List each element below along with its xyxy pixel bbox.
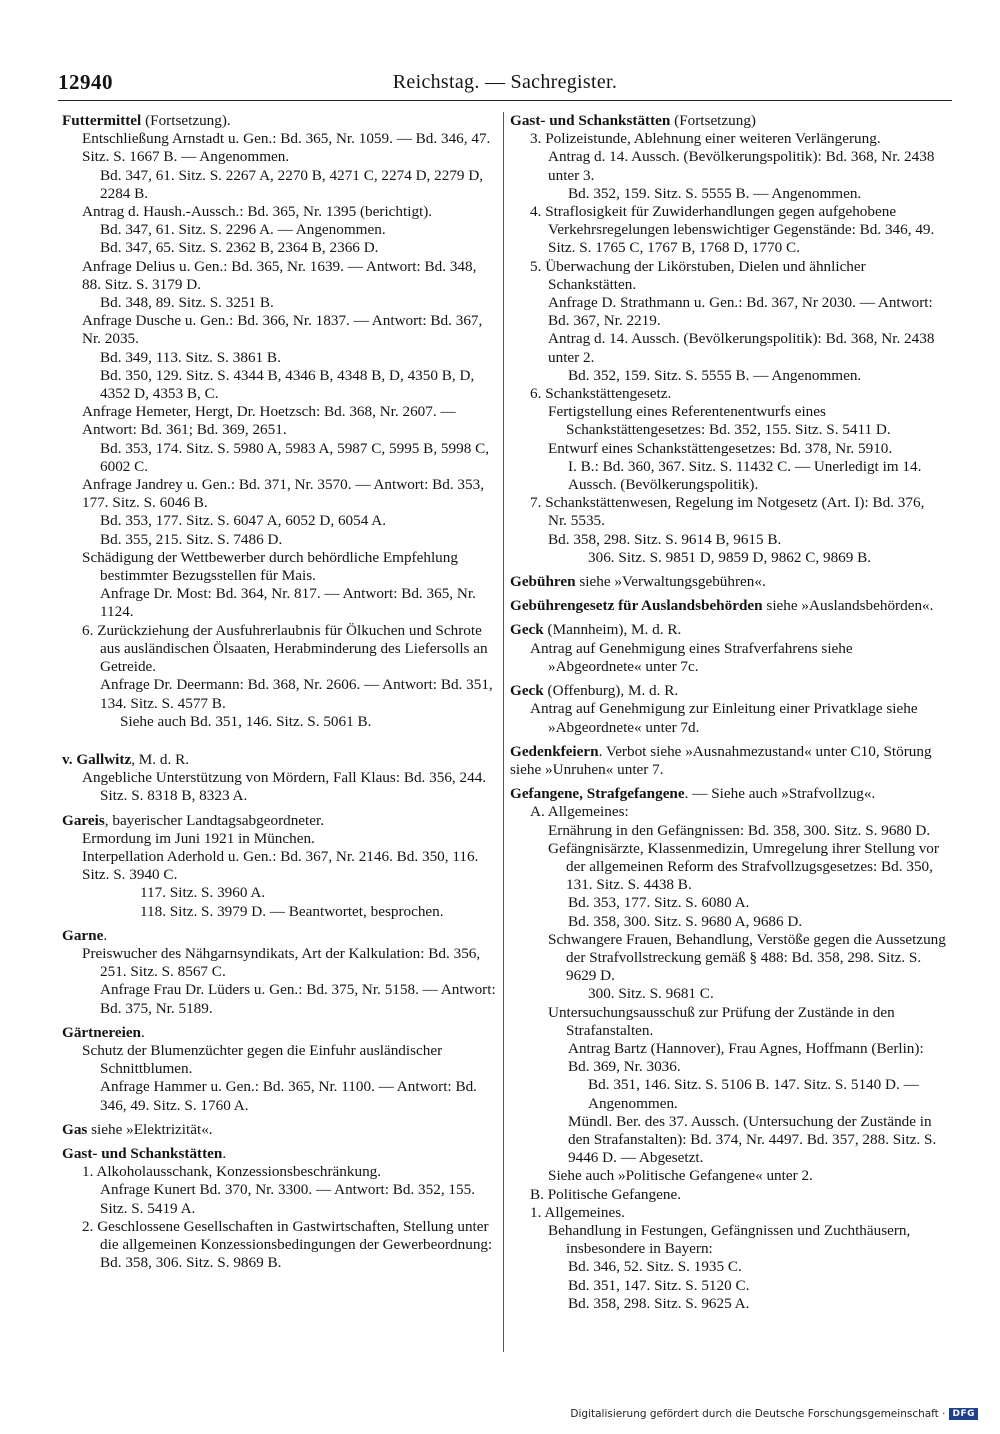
page-number: 12940 bbox=[58, 70, 113, 94]
entry-line: 4. Straflosigkeit für Zuwiderhandlungen gegen aufgehobene Verkehrsregelungen lebenswichtiger Gegenstände: Bd. 346, 49. Sitz. S. 1765 C, 1767 B, 1768 D, 1770 C. bbox=[530, 203, 935, 257]
entry-line: 3. Polizeistunde, Ablehnung einer weiteren Verlängerung. bbox=[530, 130, 881, 148]
index-entry bbox=[510, 597, 946, 615]
page-header bbox=[58, 66, 952, 101]
entry-line: Anfrage Hammer u. Gen.: Bd. 365, Nr. 1100. — Antwort: Bd. 346, 49. Sitz. S. 1760 A. bbox=[100, 1078, 477, 1114]
entry-heading-rest: siehe »Auslandsbehörden«. bbox=[762, 597, 934, 615]
entry-line: 7. Schankstättenwesen, Regelung im Notgesetz (Art. I): Bd. 376, Nr. 5535. bbox=[530, 494, 925, 530]
left-column bbox=[62, 112, 496, 1278]
entry-line: 6. Zurückziehung der Ausfuhrerlaubnis für Ölkuchen und Schrote aus ausländischen Ölsaaten, Herabminderung des Liefersolls an Getreide. bbox=[82, 621, 488, 676]
entry-keyword: Gärtnereien bbox=[62, 1023, 142, 1041]
entry-keyword: Gebührengesetz für Auslandsbehörden bbox=[510, 597, 763, 615]
index-entry bbox=[62, 1145, 496, 1272]
entry-line: Antrag d. Haush.-Aussch.: Bd. 365, Nr. 1395 (berichtigt). bbox=[82, 203, 433, 221]
entry-line: Anfrage Delius u. Gen.: Bd. 365, Nr. 1639. — Antwort: Bd. 348, 88. Sitz. S. 3179 D. bbox=[82, 257, 477, 293]
entry-keyword: Geck bbox=[510, 682, 544, 700]
entry-heading-rest: . — Siehe auch »Strafvollzug«. bbox=[684, 785, 876, 803]
entry-line: Bd. 353, 177. Sitz. S. 6047 A, 6052 D, 6054 A. bbox=[100, 512, 387, 530]
entry-heading-rest: . Verbot siehe »Ausnahmezustand« unter C10, Störung siehe »Unruhen« unter 7. bbox=[510, 742, 932, 778]
entry-line: Bd. 358, 298. Sitz. S. 9614 B, 9615 B. bbox=[548, 530, 782, 548]
entry-line: Anfrage Hemeter, Hergt, Dr. Hoetzsch: Bd. 368, Nr. 2607. — Antwort: Bd. 361; Bd. 369, 2651. bbox=[82, 403, 456, 439]
entry-heading-rest: siehe »Elektrizität«. bbox=[87, 1120, 213, 1138]
entry-heading-line bbox=[510, 597, 946, 615]
entry-line: Anfrage Jandrey u. Gen.: Bd. 371, Nr. 3570. — Antwort: Bd. 353, 177. Sitz. S. 6046 B. bbox=[82, 476, 485, 512]
entry-heading-line bbox=[510, 573, 946, 591]
entry-heading-rest: , M. d. R. bbox=[131, 750, 189, 768]
entry-line: Anfrage Dr. Deermann: Bd. 368, Nr. 2606. — Antwort: Bd. 351, 134. Sitz. S. 4577 B. bbox=[100, 676, 493, 712]
entry-keyword: Gas bbox=[62, 1120, 88, 1138]
entry-line: Bd. 358, 300. Sitz. S. 9680 A, 9686 D. bbox=[568, 912, 803, 930]
index-entry bbox=[62, 1024, 496, 1115]
entry-keyword: Garne bbox=[62, 926, 104, 944]
entry-line: I. B.: Bd. 360, 367. Sitz. S. 11432 C. — Unerledigt im 14. Aussch. (Bevölkerungspolitik). bbox=[568, 457, 922, 494]
entry-gap bbox=[62, 737, 496, 751]
entry-line: Bd. 351, 147. Sitz. S. 5120 C. bbox=[568, 1276, 750, 1294]
entry-line: Bd. 358, 298. Sitz. S. 9625 A. bbox=[568, 1294, 750, 1312]
column-divider bbox=[503, 112, 504, 1352]
entry-keyword: Gareis bbox=[62, 811, 105, 829]
entry-keyword: Gebühren bbox=[510, 573, 576, 591]
entry-line: Schwangere Frauen, Behandlung, Verstöße gegen die Aussetzung der Strafvollstreckung gemäß § 488: Bd. 358, 298. Sitz. S. 9629 D. bbox=[548, 930, 946, 985]
entry-heading-rest: . bbox=[103, 926, 108, 944]
entry-line: Ernährung in den Gefängnissen: Bd. 358, 300. Sitz. S. 9680 D. bbox=[548, 821, 931, 839]
entry-keyword: Gast- und Schankstätten bbox=[62, 1144, 223, 1162]
index-entry bbox=[62, 1121, 496, 1139]
entry-line: Entschließung Arnstadt u. Gen.: Bd. 365, Nr. 1059. — Bd. 346, 47. Sitz. S. 1667 B. — Angenommen. bbox=[82, 130, 491, 166]
index-entry bbox=[510, 112, 946, 567]
entry-line: Ermordung im Juni 1921 in München. bbox=[82, 829, 315, 847]
entry-keyword: Gedenkfeiern bbox=[510, 742, 599, 760]
entry-line: 6. Schankstättengesetz. bbox=[530, 385, 672, 403]
index-entry bbox=[510, 743, 946, 779]
entry-line: Bd. 352, 159. Sitz. S. 5555 B. — Angenommen. bbox=[568, 366, 862, 384]
entry-line: Antrag auf Genehmigung zur Einleitung einer Privatklage siehe »Abgeordnete« unter 7d. bbox=[530, 700, 918, 736]
footer bbox=[570, 1408, 978, 1420]
entry-line: Fertigstellung eines Referentenentwurfs eines Schankstättengesetzes: Bd. 352, 155. Sitz. S. 5411 D. bbox=[548, 403, 891, 439]
entry-heading-rest: (Mannheim), M. d. R. bbox=[543, 621, 682, 639]
entry-line: Anfrage Frau Dr. Lüders u. Gen.: Bd. 375, Nr. 5158. — Antwort: Bd. 375, Nr. 5189. bbox=[100, 981, 496, 1017]
entry-heading-rest: siehe »Verwaltungsgebühren«. bbox=[575, 573, 766, 591]
entry-line: Bd. 348, 89. Sitz. S. 3251 B. bbox=[100, 294, 274, 312]
entry-line: Antrag d. 14. Aussch. (Bevölkerungspolitik): Bd. 368, Nr. 2438 unter 2. bbox=[548, 330, 935, 366]
entry-line: 1. Alkoholausschank, Konzessionsbeschränkung. bbox=[82, 1163, 382, 1181]
entry-keyword: v. Gallwitz bbox=[62, 750, 132, 768]
entry-line: Schädigung der Wettbewerber durch behördliche Empfehlung bestimmter Bezugsstellen für Mais. bbox=[82, 548, 458, 585]
entry-line: A. Allgemeines: bbox=[530, 803, 629, 821]
entry-line: Bd. 346, 52. Sitz. S. 1935 C. bbox=[568, 1258, 742, 1276]
entry-heading-line bbox=[62, 1145, 496, 1163]
entry-line: 306. Sitz. S. 9851 D, 9859 D, 9862 C, 9869 B. bbox=[588, 548, 872, 566]
entry-line: Siehe auch Bd. 351, 146. Sitz. S. 5061 B. bbox=[120, 712, 372, 730]
index-entry bbox=[62, 812, 496, 921]
entry-heading-rest: . bbox=[141, 1023, 145, 1041]
entry-line: Interpellation Aderhold u. Gen.: Bd. 367, Nr. 2146. Bd. 350, 116. Sitz. S. 3940 C. bbox=[82, 847, 479, 884]
entry-line: Bd. 347, 61. Sitz. S. 2267 A, 2270 B, 4271 C, 2274 D, 2279 D, 2284 B. bbox=[100, 166, 484, 202]
entry-heading-line bbox=[62, 1024, 496, 1042]
index-entry bbox=[510, 621, 946, 676]
entry-keyword: Futtermittel bbox=[62, 112, 142, 129]
entry-heading-line bbox=[62, 751, 496, 769]
entry-line: Antrag auf Genehmigung eines Strafverfahrens siehe »Abgeordnete« unter 7c. bbox=[530, 639, 853, 675]
entry-heading-line bbox=[510, 112, 946, 130]
right-column bbox=[510, 112, 946, 1319]
entry-line: Bd. 351, 146. Sitz. S. 5106 B. 147. Sitz. S. 5140 D. — Angenommen. bbox=[588, 1076, 919, 1112]
entry-line: Gefängnisärzte, Klassenmedizin, Umregelung ihrer Stellung vor der allgemeinen Reform des Strafvollzugsgesetzes: Bd. 350, 131. Sitz. S. 4438 B. bbox=[548, 839, 939, 894]
page-title: Reichstag. — Sachregister. bbox=[392, 71, 618, 93]
entry-keyword: Gefangene, Strafgefangene bbox=[510, 785, 685, 803]
entry-line: 117. Sitz. S. 3960 A. bbox=[140, 884, 266, 902]
entry-heading-line bbox=[62, 112, 496, 130]
entry-line: Anfrage Dr. Most: Bd. 364, Nr. 817. — Antwort: Bd. 365, Nr. 1124. bbox=[100, 585, 476, 621]
entry-heading-rest: , bayerischer Landtagsabgeordneter. bbox=[104, 811, 325, 829]
entry-line: Mündl. Ber. des 37. Aussch. (Untersuchung der Zustände in den Strafanstalten): Bd. 374, Nr. 4497. Bd. 357, 288. Sitz. S. 9446 D. — Abgesetzt. bbox=[568, 1112, 937, 1167]
footer-credit: Digitalisierung gefördert durch die Deutsche Forschungsgemeinschaft · bbox=[570, 1408, 946, 1420]
entry-line: Bd. 352, 159. Sitz. S. 5555 B. — Angenommen. bbox=[568, 184, 862, 202]
index-entry bbox=[510, 785, 946, 1313]
entry-line: Entwurf eines Schankstättengesetzes: Bd. 378, Nr. 5910. bbox=[548, 439, 893, 457]
entry-line: Preiswucher des Nähgarnsyndikats, Art der Kalkulation: Bd. 356, 251. Sitz. S. 8567 C. bbox=[82, 944, 481, 981]
entry-line: Anfrage D. Strathmann u. Gen.: Bd. 367, Nr 2030. — Antwort: Bd. 367, Nr. 2219. bbox=[548, 294, 933, 330]
index-entry bbox=[62, 927, 496, 1018]
index-entry bbox=[510, 573, 946, 591]
entry-heading-line bbox=[510, 785, 946, 803]
entry-line: Bd. 347, 65. Sitz. S. 2362 B, 2364 B, 2366 D. bbox=[100, 239, 379, 257]
entry-line: Bd. 349, 113. Sitz. S. 3861 B. bbox=[100, 348, 281, 366]
index-entry bbox=[62, 751, 496, 806]
entry-line: Bd. 350, 129. Sitz. S. 4344 B, 4346 B, 4348 B, D, 4350 B, D, 4352 D, 4353 B, C. bbox=[100, 366, 475, 403]
entry-line: Bd. 347, 61. Sitz. S. 2296 A. — Angenommen. bbox=[100, 221, 386, 239]
entry-line: Behandlung in Festungen, Gefängnissen und Zuchthäusern, insbesondere in Bayern: bbox=[548, 1221, 911, 1258]
entry-line: Angebliche Unterstützung von Mördern, Fall Klaus: Bd. 356, 244. Sitz. S. 8318 B, 8323 A. bbox=[82, 769, 487, 805]
entry-line: 300. Sitz. S. 9681 C. bbox=[588, 985, 714, 1003]
entry-heading-rest: (Fortsetzung) bbox=[670, 112, 756, 129]
entry-line: Antrag d. 14. Aussch. (Bevölkerungspolitik): Bd. 368, Nr. 2438 unter 3. bbox=[548, 148, 935, 184]
entry-heading-rest: (Fortsetzung). bbox=[141, 112, 231, 129]
index-entry bbox=[510, 682, 946, 737]
entry-heading-line bbox=[62, 1121, 496, 1139]
entry-line: Siehe auch »Politische Gefangene« unter 2. bbox=[548, 1167, 813, 1185]
index-entry bbox=[62, 112, 496, 731]
entry-line: Untersuchungsausschuß zur Prüfung der Zustände in den Strafanstalten. bbox=[548, 1003, 895, 1039]
entry-line: Antrag Bartz (Hannover), Frau Agnes, Hoffmann (Berlin): Bd. 369, Nr. 3036. bbox=[568, 1039, 924, 1076]
entry-line: Anfrage Kunert Bd. 370, Nr. 3300. — Antwort: Bd. 352, 155. Sitz. S. 5419 A. bbox=[100, 1181, 476, 1217]
entry-keyword: Gast- und Schankstätten bbox=[510, 112, 671, 129]
entry-heading-line bbox=[62, 812, 496, 830]
entry-heading-line bbox=[510, 621, 946, 639]
entry-heading-rest: (Offenburg), M. d. R. bbox=[543, 682, 679, 700]
entry-line: 1. Allgemeines. bbox=[530, 1203, 625, 1221]
entry-line: Anfrage Dusche u. Gen.: Bd. 366, Nr. 1837. — Antwort: Bd. 367, Nr. 2035. bbox=[82, 312, 483, 348]
entry-line: B. Politische Gefangene. bbox=[530, 1185, 681, 1203]
entry-heading-line bbox=[510, 743, 946, 779]
entry-line: Schutz der Blumenzüchter gegen die Einfuhr ausländischer Schnittblumen. bbox=[82, 1041, 443, 1078]
entry-line: 2. Geschlossene Gesellschaften in Gastwirtschaften, Stellung unter die allgemeinen Konzessionsbedingungen der Gewerbeordnung: Bd. 358, 306. Sitz. S. 9869 B. bbox=[82, 1217, 493, 1272]
entry-line: Bd. 355, 215. Sitz. S. 7486 D. bbox=[100, 530, 283, 548]
dfg-logo: DFG bbox=[949, 1408, 978, 1420]
entry-line: Bd. 353, 174. Sitz. S. 5980 A, 5983 A, 5987 C, 5995 B, 5998 C, 6002 C. bbox=[100, 439, 490, 475]
entry-line: 5. Überwachung der Likörstuben, Dielen und ähnlicher Schankstätten. bbox=[530, 257, 866, 293]
entry-line: 118. Sitz. S. 3979 D. — Beantwortet, besprochen. bbox=[140, 902, 444, 920]
entry-keyword: Geck bbox=[510, 621, 544, 639]
entry-line: Bd. 353, 177. Sitz. S. 6080 A. bbox=[568, 894, 750, 912]
entry-heading-line bbox=[510, 682, 946, 700]
entry-heading-rest: . bbox=[222, 1144, 227, 1162]
entry-heading-line bbox=[62, 927, 496, 945]
